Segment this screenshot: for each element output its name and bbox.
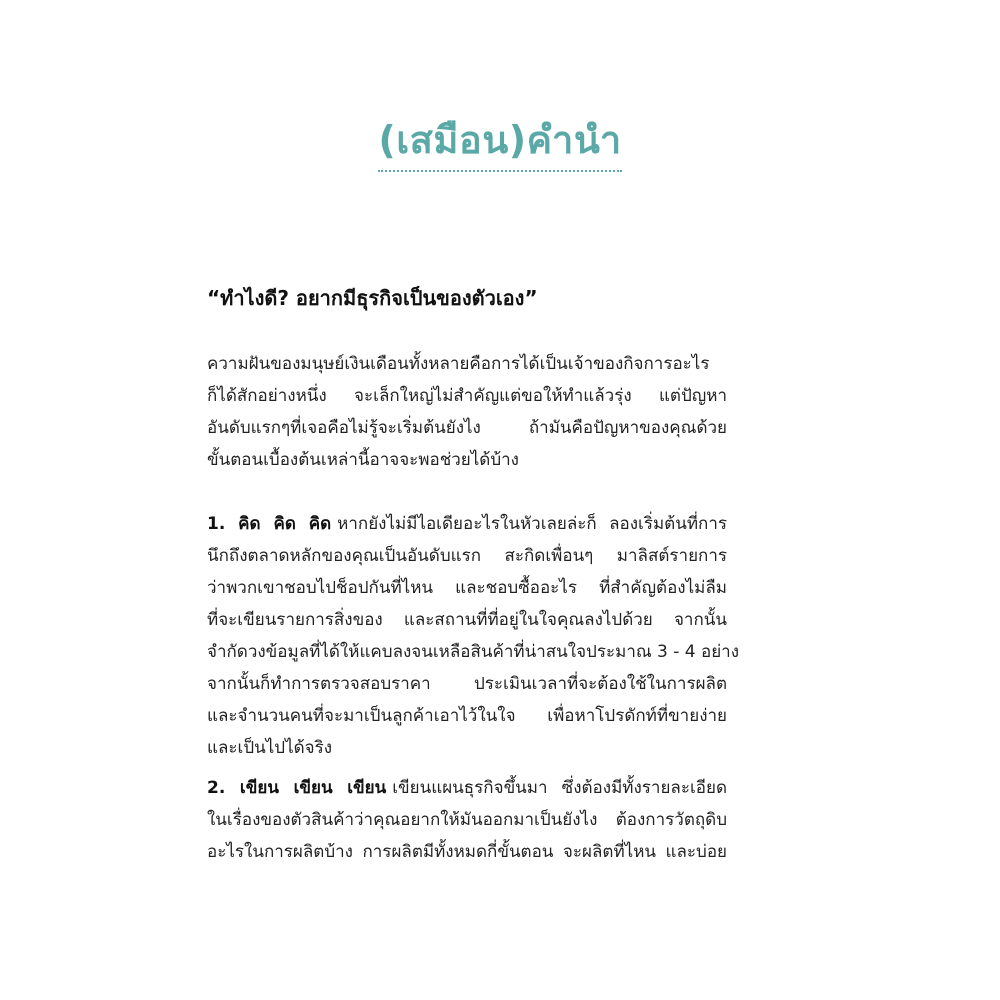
paragraph-line: ก็ได้สักอย่างหนึ่ง จะเล็กใหญ่ไม่สำคัญแต่ขอให้ทำแล้วรุ่ง แต่ปัญหา: [207, 386, 727, 406]
paragraph-line: อะไรในการผลิตบ้าง การผลิตมีทั้งหมดกี่ขั้นตอน จะผลิตที่ไหน และบ่อย: [207, 842, 727, 862]
page-title: (เสมือน)คำนำ: [378, 120, 621, 172]
paragraph-line: ความฝันของมนุษย์เงินเดือนทั้งหลายคือการได้เป็นเจ้าของกิจการอะไร: [207, 354, 710, 374]
paragraph-line: จากนั้นก็ทำการตรวจสอบราคา ประเมินเวลาที่จะต้องใช้ในการผลิต: [207, 674, 727, 694]
step-1-heading: 1. คิด คิด คิด: [207, 514, 332, 534]
paragraph-line: อันดับแรกๆที่เจอคือไม่รู้จะเริ่มต้นยังไง ถ้ามันคือปัญหาของคุณด้วย: [207, 418, 727, 438]
intro-paragraph: [207, 348, 727, 476]
paragraph-line: [207, 772, 727, 804]
section-subheading: “ทำไงดี? อยากมีธุรกิจเป็นของตัวเอง”: [207, 286, 538, 310]
paragraph-line: ที่จะเขียนรายการสิ่งของ และสถานที่ที่อยู่ในใจคุณลงไปด้วย จากนั้น: [207, 610, 727, 630]
paragraph-line: และจำนวนคนที่จะมาเป็นลูกค้าเอาไว้ในใจ เพื่อหาโปรดักท์ที่ขายง่าย: [207, 706, 727, 726]
paragraph-line: และเป็นไปได้จริง: [207, 738, 333, 758]
step-2-first-line: เขียนแผนธุรกิจขึ้นมา ซึ่งต้องมีทั้งรายละเอียด: [392, 778, 727, 798]
step-2-heading: 2. เขียน เขียน เขียน: [207, 778, 387, 798]
paragraph-line: ในเรื่องของตัวสินค้าว่าคุณอยากให้มันออกมาเป็นยังไง ต้องการวัตถุดิบ: [207, 810, 727, 830]
paragraph-line: ว่าพวกเขาชอบไปช็อปกันที่ไหน และชอบซื้ออะไร ที่สำคัญต้องไม่ลืม: [207, 578, 727, 598]
step-1-paragraph: [207, 508, 740, 764]
step-1-first-line: หากยังไม่มีไอเดียอะไรในหัวเลยล่ะก็ ลองเริ่มต้นที่การ: [337, 514, 727, 534]
paragraph-line: นึกถึงตลาดหลักของคุณเป็นอันดับแรก สะกิดเพื่อนๆ มาลิสต์รายการ: [207, 546, 727, 566]
paragraph-line: ขั้นตอนเบื้องต้นเหล่านี้อาจจะพอช่วยได้บ้าง: [207, 450, 519, 470]
title-container: [0, 120, 1000, 172]
step-2-paragraph: [207, 772, 727, 868]
paragraph-line: จำกัดวงข้อมูลที่ได้ให้แคบลงจนเหลือสินค้าที่น่าสนใจประมาณ 3 - 4 อย่าง: [207, 642, 740, 662]
paragraph-line: [207, 508, 727, 540]
